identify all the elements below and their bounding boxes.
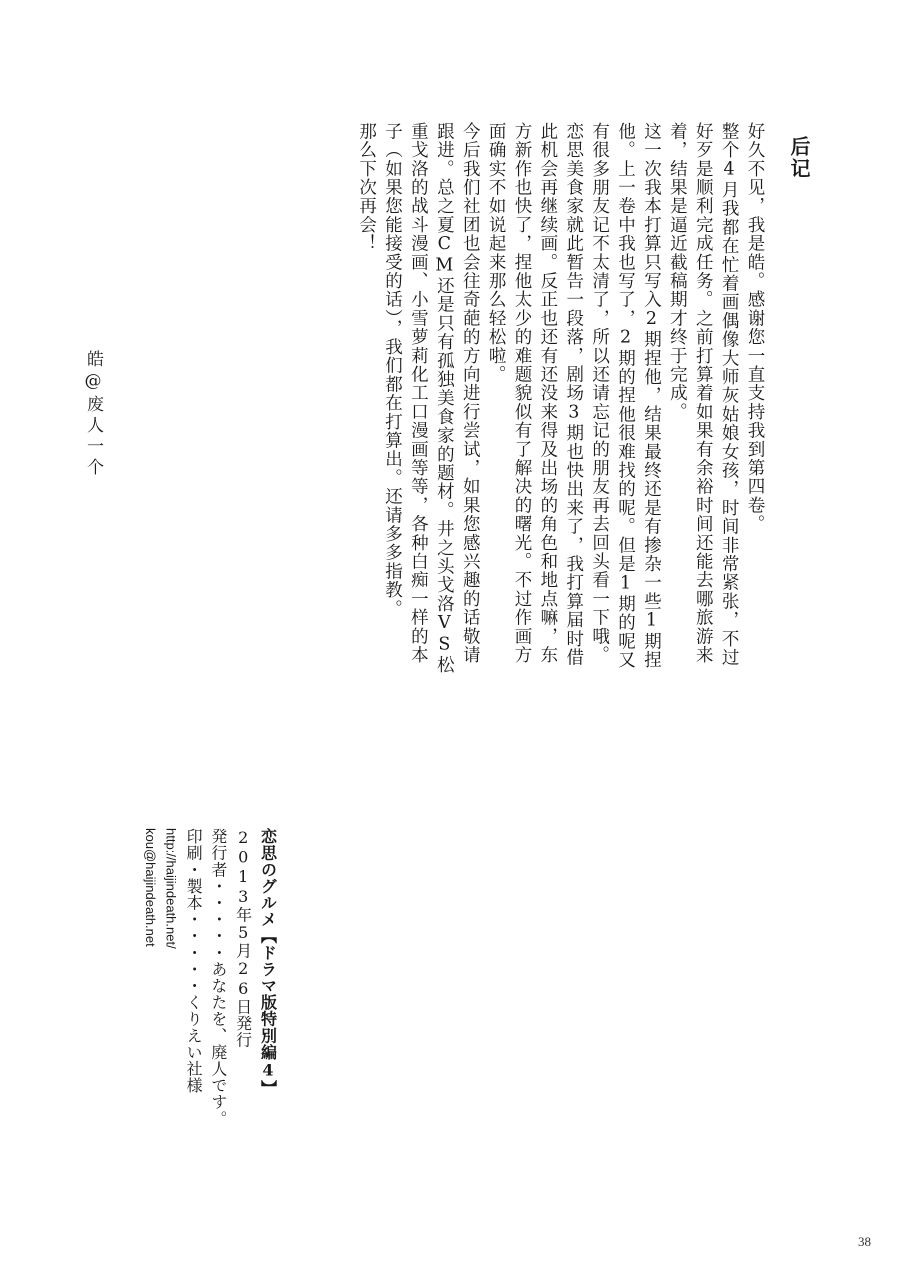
afterword-title: 后记: [787, 136, 811, 180]
afterword-paragraph: 好久不见，我是皓。感谢您一直支持我到第四卷。: [745, 122, 765, 534]
colophon-publish-date: 2013年5月26日発行: [233, 828, 253, 1049]
afterword-paragraph: 恋思美食家就此暂告一段落，剧场3期也快出来了，我打算届时借此机会再继续画。反正也还有还没来得及出场的角色和地点嘛，东方新作也快了，捏他太少的难题貌似有了解决的曙光。不过作画方面确实不如说起来那么轻松啦。: [486, 122, 584, 667]
colophon-book-title: 恋思のグルメ【ドラマ版特別編4】: [258, 828, 278, 1097]
afterword-paragraph: 那么下次再会！: [356, 122, 377, 253]
colophon-email: kou@haijindeath.net: [143, 828, 159, 947]
colophon-printer: 印刷・製本・・・・・くりえい社様: [184, 828, 204, 1094]
colophon-website: http://haijindeath.net/: [163, 828, 179, 949]
page-number: 38: [858, 1234, 871, 1249]
author-signature: 皓@废人一个: [83, 350, 103, 479]
afterword-body: [353, 122, 767, 682]
afterword-paragraph: 这一次我本打算只写入2期捏他，结果最终还是有掺杂一些1期捏他。上一卷中我也写了，2期的捏他很难找的呢。但是1期的呢又有很多朋友记不太清了，所以还请忘记的朋友再去回头看一下哦。: [589, 122, 662, 670]
colophon: [140, 828, 279, 1127]
afterword-paragraph: 今后我们社团也会往奇葩的方向进行尝试，如果您感兴趣的话敬请跟进。总之夏CM还是只有孤独美食家的题材。井之头戈洛VS松重戈洛的战斗漫画、小雪萝莉化工口漫画等等，各种白痴一样的本子（如果您能接受的话），我们都在打算出。还请多多指教。: [382, 122, 481, 675]
colophon-publisher: 発行者・・・・・あなたを、廃人です。: [208, 828, 228, 1127]
afterword-paragraph: 整个4月我都在忙着画偶像大师灰姑娘女孩，时间非常紧张，不过好歹是顺利完成任务。之前打算着如果有余裕时间还能去哪旅游来着，结果是逼近截稿期才终于完成。: [667, 122, 740, 667]
